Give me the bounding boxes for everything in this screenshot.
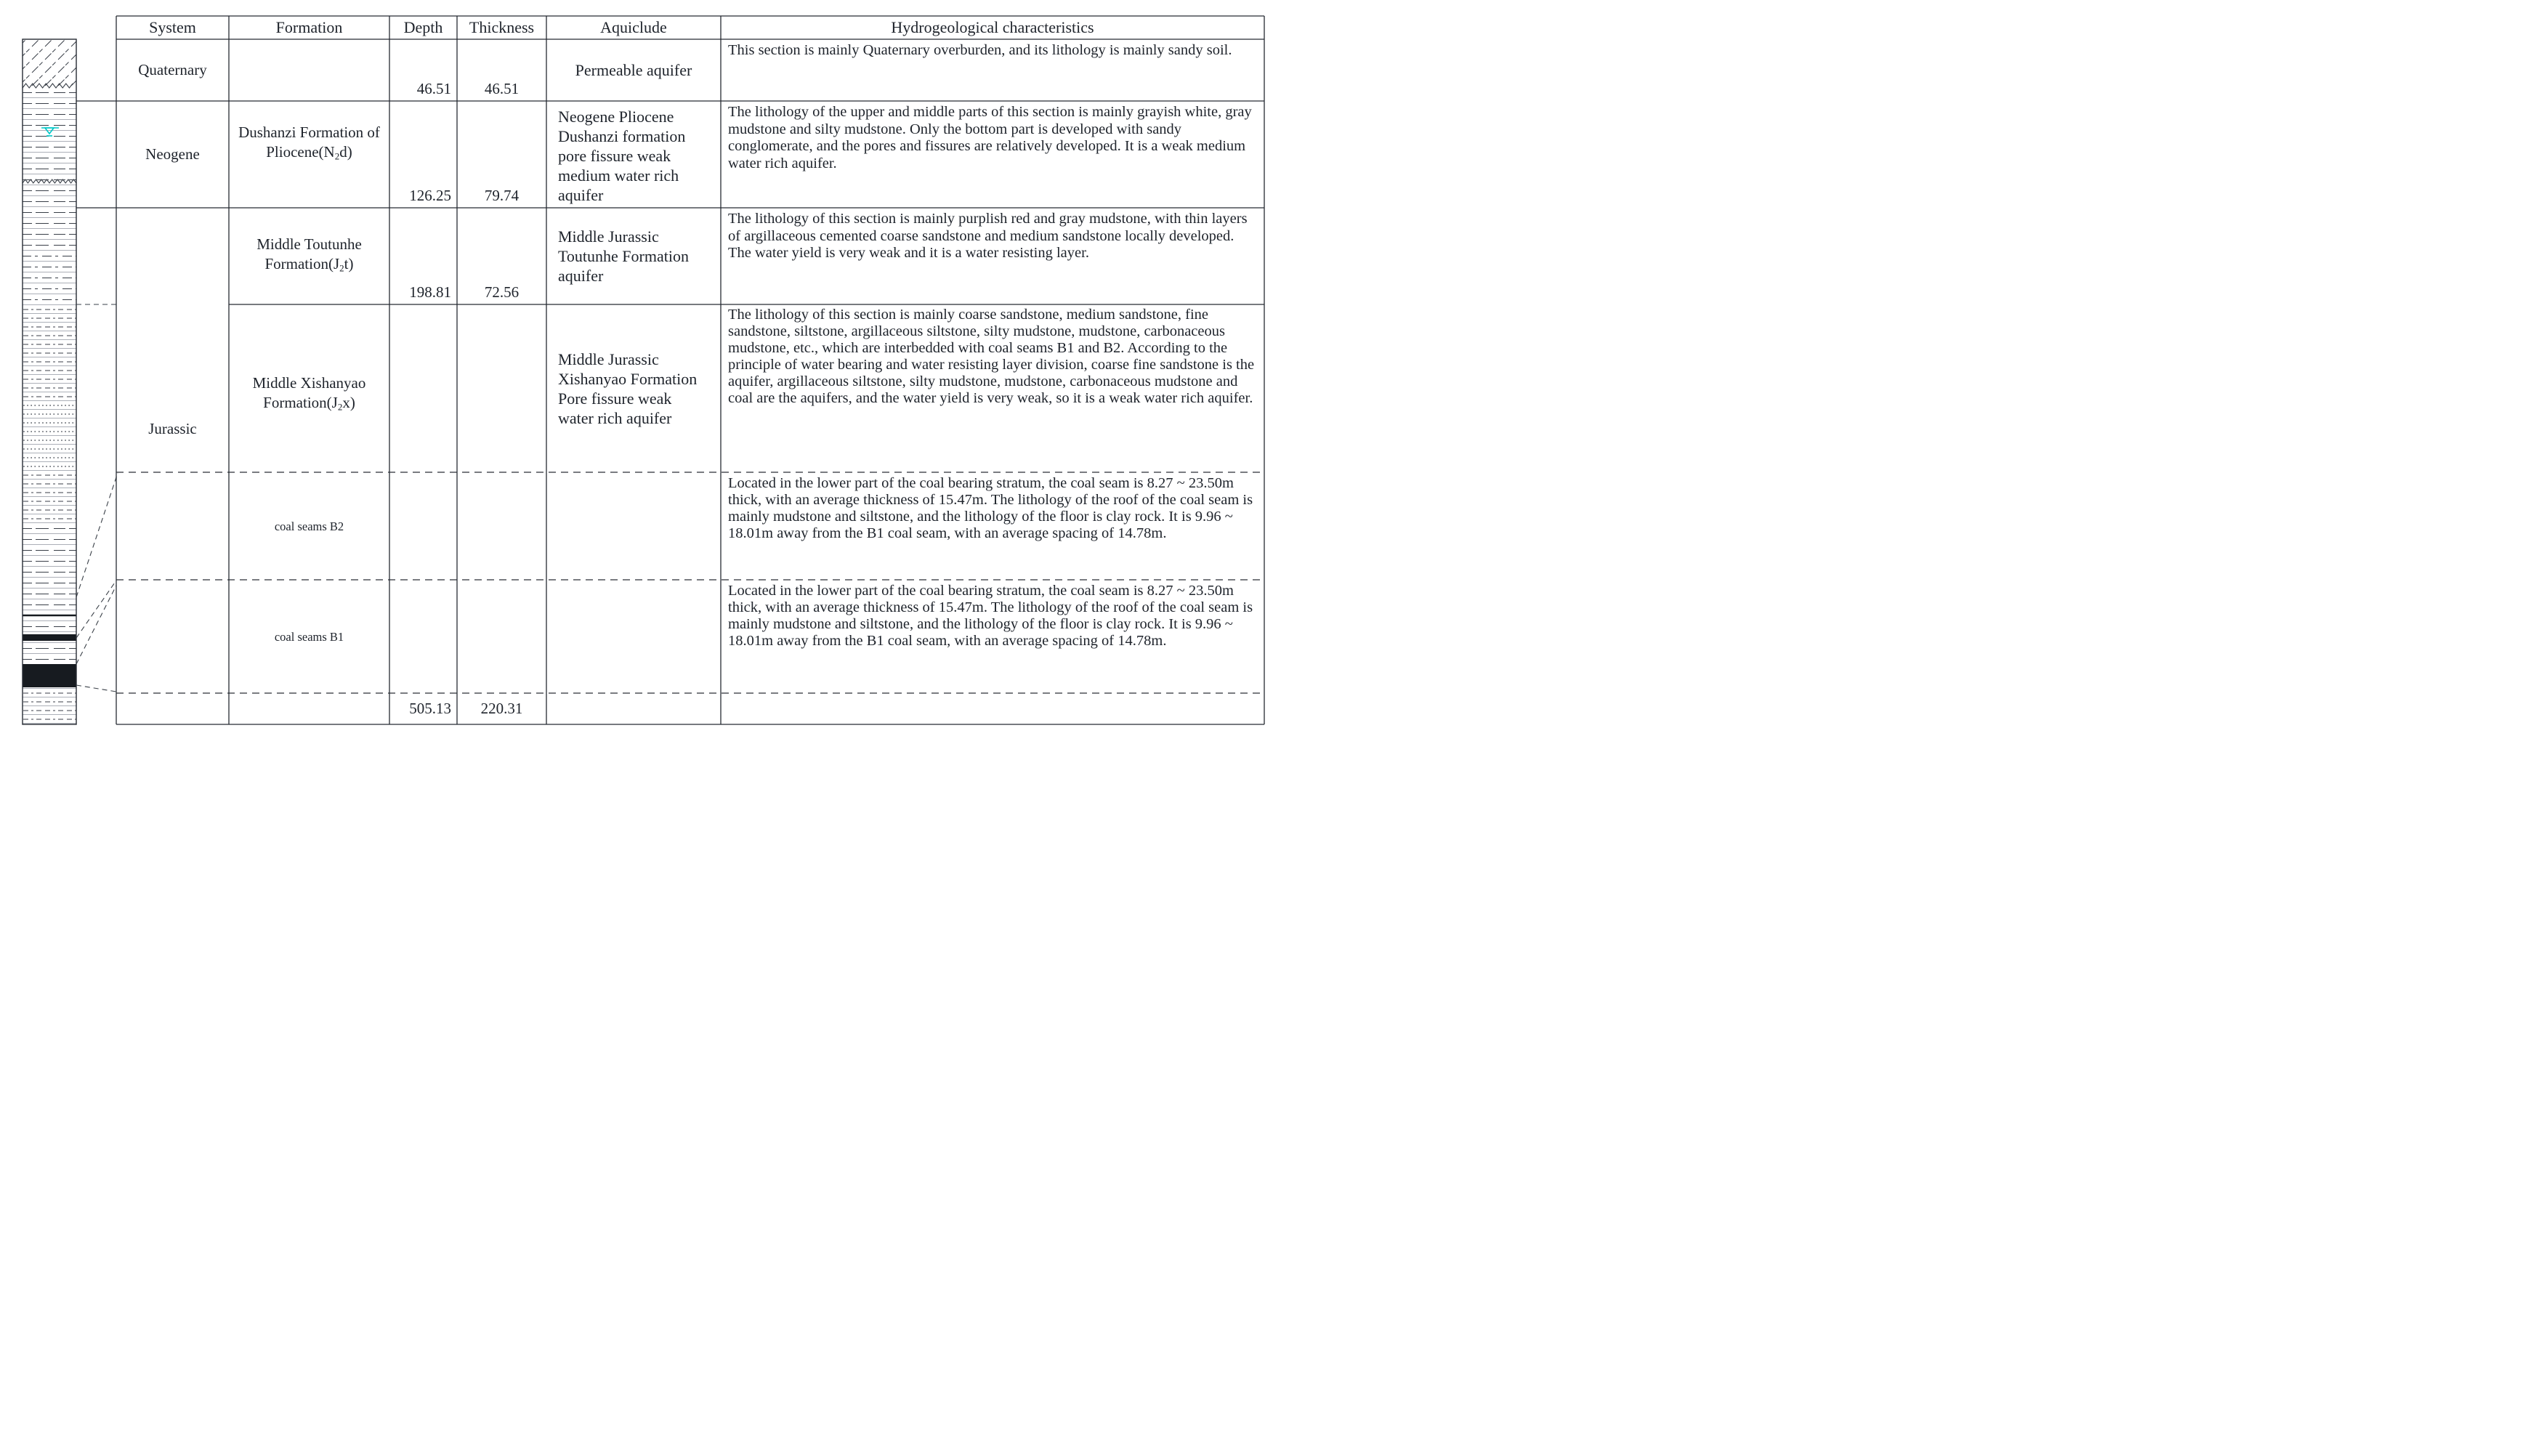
cell-r3-characteristics: The lithology of this section is mainly purplish red and gray mudstone, with thin layers of argillaceous cemented coarse sandstone and medium sandstone locally developed. The water yield is very weak and it is a water resisting layer. — [728, 211, 1248, 261]
lithology-sections — [23, 39, 76, 724]
cell-r2-system: Neogene — [145, 145, 200, 163]
formation-name: Middle Xishanyao $Formation(J_2x)$ — [252, 373, 366, 413]
cell-r3-depth: 198.81 — [409, 283, 451, 301]
cell-r3-aquiclude: Middle Jurassic Toutunhe Formation aquifer — [558, 227, 689, 285]
formation-name: Middle Toutunhe $Formation(J_2t)$ — [256, 235, 362, 274]
cell-r3-thickness: 72.56 — [484, 283, 520, 301]
formation-name: Dushanzi Formation of $Pliocene(N_2d)$ — [238, 124, 380, 162]
cell-r5-characteristics: Located in the lower part of the coal bearing stratum, the coal seam is 8.27 ~ 23.50m thick, with an average thickness of 15.47m. The lithology of the roof of the coal seam is mainly mudstone and siltstone, and the lithology of the floor is clay rock. It is 9.96 ~ 18.01m away from the B1 coal seam, with an average spacing of 14.78m. — [728, 475, 1253, 541]
coal-seam-band-b1 — [23, 664, 76, 687]
cell-r2-formation — [229, 101, 389, 208]
cell-r1-depth: 46.51 — [416, 80, 451, 97]
cell-r6-characteristics: Located in the lower part of the coal bearing stratum, the coal seam is 8.27 ~ 23.50m thick, with an average thickness of 15.47m. The lithology of the roof of the coal seam is mainly mudstone and siltstone, and the lithology of the floor is clay rock. It is 9.96 ~ 18.01m away from the B1 coal seam, with an average spacing of 14.78m. — [728, 583, 1253, 649]
cell-r1-thickness: 46.51 — [484, 80, 520, 97]
cell-r1-characteristics: This section is mainly Quaternary overburden, and its lithology is mainly sandy soil. — [728, 42, 1232, 58]
col-header-characteristics: Hydrogeological characteristics — [891, 18, 1094, 36]
cell-r4-aquiclude: Middle Jurassic Xishanyao Formation Pore fissure weak water rich aquifer — [558, 349, 698, 427]
cell-r3-system: Jurassic — [148, 419, 197, 437]
col-header-formation: Formation — [275, 18, 343, 36]
cell-r7-depth: 505.13 — [409, 700, 451, 717]
cell-r2-aquiclude: Neogene Pliocene Dushanzi formation pore fissure weak medium water rich aquifer — [558, 108, 686, 204]
coal-seam-band-b2 — [23, 634, 76, 641]
col-header-thickness: Thickness — [469, 18, 535, 36]
cell-r2-thickness: 79.74 — [484, 187, 520, 204]
correlation-lines — [76, 304, 118, 692]
cell-r4-characteristics: The lithology of this section is mainly coarse sandstone, medium sandstone, fine sandstone, siltstone, argillaceous siltstone, silty mudstone, mudstone, carbonaceous mudstone, etc., which are interbedded with coal seams B1 and B2. According to the principle of water bearing and water resisting layer division, coarse fine sandstone is the aquifer, argillaceous siltstone, silty mudstone, mudstone, carbonaceous mudstone and coal are the aquifers, and the water yield is very weak, so it is a weak water rich aquifer. — [728, 307, 1255, 406]
stratigraphic-hydrogeology-table — [0, 0, 1273, 728]
col-header-system: System — [149, 18, 196, 36]
cell-r2-depth: 126.25 — [409, 187, 451, 204]
col-header-aquiclude: Aquiclude — [600, 18, 667, 36]
cell-r6-formation: coal seams B1 — [274, 629, 344, 644]
col-header-depth: Depth — [403, 18, 443, 36]
cell-r4-formation — [229, 304, 389, 472]
formation-subscript: 2 — [337, 401, 343, 413]
cell-r1-system: Quaternary — [138, 61, 207, 78]
cell-r2-characteristics: The lithology of the upper and middle parts of this section is mainly grayish white, gray mudstone and silty mudstone. Only the bottom part is developed with sandy conglomerate, and the pores and fissures are relatively developed. It is a weak medium water rich aquifer. — [728, 104, 1252, 171]
cell-r5-formation: coal seams B2 — [274, 519, 344, 533]
cell-r7-thickness: 220.31 — [480, 700, 523, 717]
formation-subscript: 2 — [334, 150, 340, 162]
cell-r1-aquiclude: Permeable aquifer — [575, 61, 692, 79]
cell-r3-formation — [229, 208, 389, 304]
formation-subscript: 2 — [339, 262, 344, 274]
